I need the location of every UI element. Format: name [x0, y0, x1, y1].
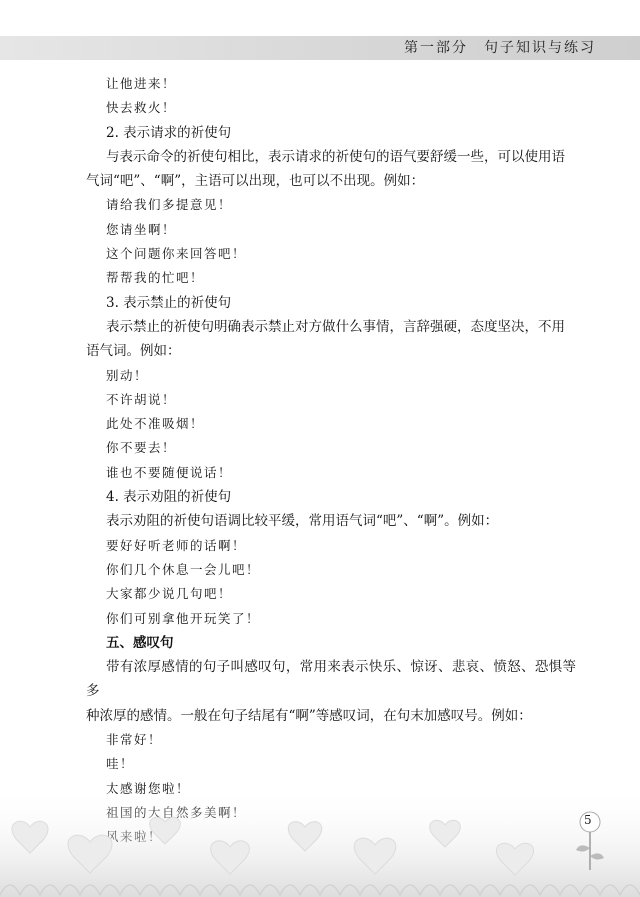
- example-sentence: 非常好！: [106, 732, 163, 748]
- example-sentence: 帮帮我的忙吧！: [106, 270, 205, 286]
- example-sentence: 这个问题你来回答吧！: [106, 246, 247, 262]
- example-sentence: 别动！: [106, 367, 149, 383]
- header-band: [0, 36, 640, 60]
- page-content: [86, 72, 576, 850]
- subheading: 2. 表示请求的祈使句: [106, 124, 232, 141]
- example-sentence: 快去救火！: [106, 100, 177, 116]
- page-number: 5: [584, 813, 592, 827]
- subheading: 4. 表示劝阻的祈使句: [106, 489, 232, 506]
- example-sentence: 大家都少说几句吧！: [106, 586, 233, 602]
- section-heading: 五、感叹句: [106, 634, 174, 651]
- example-sentence: 你们几个休息一会儿吧！: [106, 561, 261, 577]
- paragraph-line: 带有浓厚感情的句子叫感叹句，常用来表示快乐、惊讶、悲哀、愤怒、恐惧等多: [86, 659, 576, 700]
- example-sentence: 哇！: [106, 756, 135, 772]
- example-sentence: 让他进来！: [106, 76, 177, 91]
- subheading: 3. 表示禁止的祈使句: [106, 294, 232, 311]
- example-sentence: 要好好听老师的话啊！: [106, 537, 247, 553]
- example-sentence: 此处不准吸烟！: [106, 416, 205, 432]
- example-sentence: 请给我们多提意见！: [106, 197, 233, 213]
- example-sentence: 你们可别拿他开玩笑了！: [106, 610, 261, 626]
- example-sentence: 你不要去！: [106, 440, 177, 456]
- example-sentence: 您请坐啊！: [106, 221, 177, 237]
- paragraph-line: 种浓厚的感情。一般在句子结尾有“啊”等感叹词，在句末加感叹号。例如：: [86, 707, 532, 724]
- section-title: 第一部分 句子知识与练习: [404, 40, 596, 56]
- example-sentence: 不许胡说！: [106, 391, 177, 407]
- paragraph-line: 语气词。例如：: [86, 343, 181, 360]
- paragraph-line: 表示劝阻的祈使句语调比较平缓，常用语气词“吧”、“啊”。例如：: [106, 513, 499, 530]
- paragraph-line: 气词“吧”、“啊”，主语可以出现，也可以不出现。例如：: [86, 173, 425, 190]
- paragraph-line: 表示禁止的祈使句明确表示禁止对方做什么事情，言辞强硬，态度坚决，不用: [106, 318, 565, 335]
- flower-icon: [570, 800, 610, 870]
- footer-hearts-decoration: [0, 787, 640, 897]
- paragraph-line: 与表示命令的祈使句相比，表示请求的祈使句的语气要舒缓一些，可以使用语: [106, 148, 565, 165]
- example-sentence: 谁也不要随便说话！: [106, 464, 233, 480]
